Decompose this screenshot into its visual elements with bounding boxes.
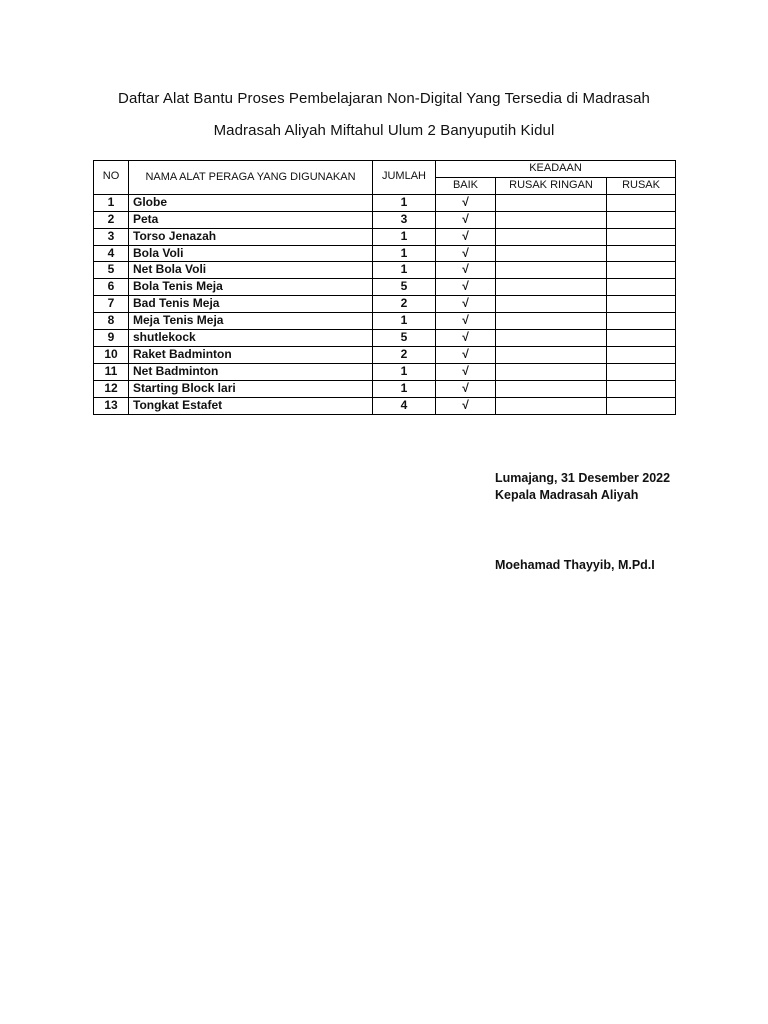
cell-baik: √ xyxy=(436,262,496,279)
cell-baik: √ xyxy=(436,363,496,380)
cell-rusak-ringan xyxy=(496,296,607,313)
table-row xyxy=(94,262,676,279)
cell-item-name: Globe xyxy=(129,194,373,211)
cell-baik: √ xyxy=(436,397,496,414)
cell-no: 7 xyxy=(94,296,129,313)
cell-rusak xyxy=(607,330,676,347)
cell-rusak xyxy=(607,380,676,397)
cell-rusak-ringan xyxy=(496,245,607,262)
cell-jumlah: 3 xyxy=(373,211,436,228)
cell-jumlah: 1 xyxy=(373,313,436,330)
header-baik: BAIK xyxy=(436,177,496,194)
cell-rusak xyxy=(607,262,676,279)
cell-no: 5 xyxy=(94,262,129,279)
cell-rusak-ringan xyxy=(496,211,607,228)
table-row xyxy=(94,194,676,211)
table-row xyxy=(94,211,676,228)
cell-rusak xyxy=(607,397,676,414)
cell-rusak xyxy=(607,346,676,363)
header-keadaan: KEADAAN xyxy=(436,161,676,178)
cell-no: 13 xyxy=(94,397,129,414)
cell-no: 1 xyxy=(94,194,129,211)
cell-no: 12 xyxy=(94,380,129,397)
cell-no: 9 xyxy=(94,330,129,347)
cell-rusak-ringan xyxy=(496,380,607,397)
cell-baik: √ xyxy=(436,211,496,228)
school-name: Madrasah Aliyah Miftahul Ulum 2 Banyuputih Kidul xyxy=(213,122,555,139)
cell-rusak xyxy=(607,313,676,330)
cell-rusak xyxy=(607,211,676,228)
cell-item-name: Torso Jenazah xyxy=(129,228,373,245)
header-name: NAMA ALAT PERAGA YANG DIGUNAKAN xyxy=(129,161,373,195)
cell-jumlah: 1 xyxy=(373,363,436,380)
cell-rusak xyxy=(607,279,676,296)
cell-item-name: Net Bola Voli xyxy=(129,262,373,279)
table-row xyxy=(94,330,676,347)
cell-rusak-ringan xyxy=(496,279,607,296)
table-body xyxy=(94,194,676,414)
cell-rusak xyxy=(607,194,676,211)
cell-item-name: Bad Tenis Meja xyxy=(129,296,373,313)
cell-item-name: Tongkat Estafet xyxy=(129,397,373,414)
table-row xyxy=(94,279,676,296)
header-no: NO xyxy=(94,161,129,195)
cell-no: 10 xyxy=(94,346,129,363)
cell-rusak-ringan xyxy=(496,363,607,380)
cell-no: 4 xyxy=(94,245,129,262)
cell-baik: √ xyxy=(436,228,496,245)
cell-jumlah: 1 xyxy=(373,228,436,245)
cell-item-name: Starting Block lari xyxy=(129,380,373,397)
cell-item-name: Bola Tenis Meja xyxy=(129,279,373,296)
table-row xyxy=(94,313,676,330)
cell-rusak-ringan xyxy=(496,330,607,347)
cell-baik: √ xyxy=(436,346,496,363)
header-jumlah: JUMLAH xyxy=(373,161,436,195)
table-row xyxy=(94,228,676,245)
cell-jumlah: 2 xyxy=(373,296,436,313)
cell-rusak xyxy=(607,245,676,262)
cell-item-name: Raket Badminton xyxy=(129,346,373,363)
cell-item-name: shutlekock xyxy=(129,330,373,347)
signer-position: Kepala Madrasah Aliyah xyxy=(495,488,639,502)
place-date: Lumajang, 31 Desember 2022 xyxy=(495,471,671,485)
cell-no: 3 xyxy=(94,228,129,245)
cell-rusak xyxy=(607,228,676,245)
cell-baik: √ xyxy=(436,296,496,313)
cell-item-name: Net Badminton xyxy=(129,363,373,380)
cell-no: 6 xyxy=(94,279,129,296)
cell-jumlah: 2 xyxy=(373,346,436,363)
cell-no: 2 xyxy=(94,211,129,228)
table-row xyxy=(94,346,676,363)
cell-jumlah: 5 xyxy=(373,279,436,296)
cell-no: 8 xyxy=(94,313,129,330)
table-row xyxy=(94,245,676,262)
cell-rusak-ringan xyxy=(496,194,607,211)
cell-jumlah: 4 xyxy=(373,397,436,414)
document-title: Daftar Alat Bantu Proses Pembelajaran Non-Digital Yang Tersedia di Madrasah xyxy=(118,90,650,107)
cell-item-name: Meja Tenis Meja xyxy=(129,313,373,330)
cell-rusak-ringan xyxy=(496,397,607,414)
cell-jumlah: 1 xyxy=(373,262,436,279)
cell-jumlah: 5 xyxy=(373,330,436,347)
cell-baik: √ xyxy=(436,194,496,211)
table-row xyxy=(94,296,676,313)
cell-baik: √ xyxy=(436,279,496,296)
cell-baik: √ xyxy=(436,245,496,262)
cell-rusak xyxy=(607,296,676,313)
header-rusak-ringan: RUSAK RINGAN xyxy=(496,177,607,194)
cell-baik: √ xyxy=(436,380,496,397)
cell-jumlah: 1 xyxy=(373,194,436,211)
signer-name: Moehamad Thayyib, M.Pd.I xyxy=(495,558,655,572)
cell-baik: √ xyxy=(436,330,496,347)
cell-rusak xyxy=(607,363,676,380)
cell-item-name: Bola Voli xyxy=(129,245,373,262)
cell-no: 11 xyxy=(94,363,129,380)
header-rusak: RUSAK xyxy=(607,177,676,194)
cell-jumlah: 1 xyxy=(373,245,436,262)
table-row xyxy=(94,380,676,397)
cell-rusak-ringan xyxy=(496,228,607,245)
cell-rusak-ringan xyxy=(496,346,607,363)
table-row xyxy=(94,397,676,414)
cell-rusak-ringan xyxy=(496,313,607,330)
cell-rusak-ringan xyxy=(496,262,607,279)
cell-item-name: Peta xyxy=(129,211,373,228)
cell-jumlah: 1 xyxy=(373,380,436,397)
table-row xyxy=(94,363,676,380)
cell-baik: √ xyxy=(436,313,496,330)
inventory-table xyxy=(93,160,676,415)
